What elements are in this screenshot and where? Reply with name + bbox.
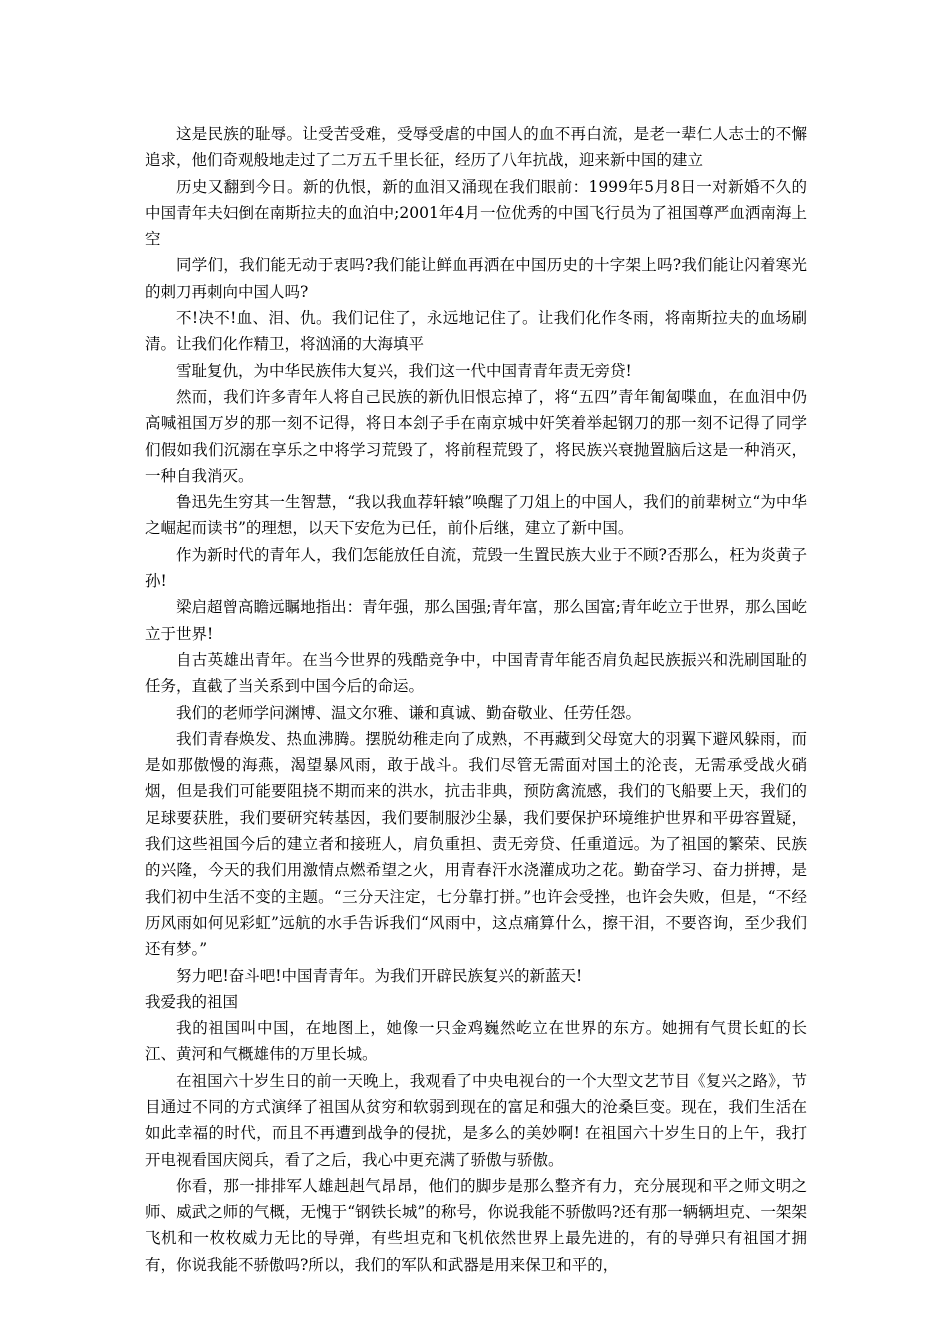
section-heading: 我爱我的祖国 <box>145 992 239 1011</box>
paragraph: 历史又翻到今日。新的仇恨，新的血泪又涌现在我们眼前：1999年5月8日一对新婚不久的中国青年夫妇倒在南斯拉夫的血泊中;2001年4月一位优秀的中国飞行员为了祖国尊严血洒南海上空 <box>145 177 807 249</box>
paragraph: 雪耻复仇，为中华民族伟大复兴，我们这一代中国青青年责无旁贷! <box>176 361 632 380</box>
paragraph: 自古英雄出青年。在当今世界的残酷竞争中，中国青青年能否肩负起民族振兴和洗刷国耻的任务，直截了当关系到中国今后的命运。 <box>145 650 807 696</box>
paragraph: 梁启超曾高瞻远瞩地指出：青年强，那么国强;青年富，那么国富;青年屹立于世界，那么国屹立于世界! <box>145 598 807 643</box>
paragraph: 努力吧!奋斗吧!中国青青年。为我们开辟民族复兴的新蓝天! <box>176 966 583 985</box>
paragraph: 同学们，我们能无动于衷吗?我们能让鲜血再洒在中国历史的十字架上吗?我们能让闪着寒光的刺刀再刺向中国人吗? <box>145 256 807 301</box>
paragraph: 然而，我们许多青年人将自己民族的新仇旧恨忘掉了，将“五四”青年匍匐喋血，在血泪中仍高喊祖国万岁的那一刻不记得，将日本刽子手在南京城中奸笑着举起钢刀的那一刻不记得了同学们假如我们沉溺在享乐之中将学习荒毁了，将前程荒毁了，将民族兴衰抛置脑后这是一种消灭，一种自我消灭。 <box>145 387 807 485</box>
paragraph: 这是民族的耻辱。让受苦受难，受辱受虐的中国人的血不再白流，是老一辈仁人志士的不懈追求，他们奇观般地走过了二万五千里长征，经历了八年抗战，迎来新中国的建立 <box>145 125 807 170</box>
paragraph: 我们的老师学问渊博、温文尔雅、谦和真诚、勤奋敬业、任劳任怨。 <box>176 703 642 722</box>
paragraph: 鲁迅先生穷其一生智慧，“我以我血荐轩辕”唤醒了刀俎上的中国人，我们的前辈树立“为中华之崛起而读书”的理想，以天下安危为已任，前仆后继，建立了新中国。 <box>145 493 807 538</box>
paragraph: 你看，那一排排军人雄赳赳气昂昂，他们的脚步是那么整齐有力，充分展现和平之师文明之师、威武之师的气概，无愧于“钢铁长城”的称号，你说我能不骄傲吗?还有那一辆辆坦克、一架架飞机和一枚枚威力无比的导弹，有些坦克和飞机依然世界上最先进的，有的导弹只有祖国才拥有，你说我能不骄傲吗?所以，我们的军队和武器是用来保卫和平的， <box>145 1176 807 1274</box>
paragraph: 作为新时代的青年人，我们怎能放任自流，荒毁一生置民族大业于不顾?否那么，枉为炎黄子孙! <box>145 545 807 591</box>
document-page <box>145 121 807 1278</box>
paragraph: 我们青春焕发、热血沸腾。摆脱幼稚走向了成熟，不再藏到父母宽大的羽翼下避风躲雨，而是如那傲慢的海燕，渴望暴风雨，敢于战斗。我们尽管无需面对国土的沦丧，无需承受战火硝烟，但是我们可能要阻挠不期而来的洪水，抗击非典，预防禽流感，我们的飞船要上天，我们的足球要获胜，我们要研究转基因，我们要制服沙尘暴，我们要保护环境维护世界和平毋容置疑，我们这些祖国今后的建立者和接班人，肩负重担、责无旁贷、任重道远。为了祖国的繁荣、民族的兴隆，今天的我们用激情点燃希望之火，用青春汗水浇灌成功之花。勤奋学习、奋力拼搏，是我们初中生活不变的主题。“三分天注定，七分靠打拼。”也许会受挫，也许会失败，但是，“不经历风雨如何见彩虹”远航的水手告诉我们“风雨中，这点痛算什么，擦干泪，不要咨询，至少我们还有梦。” <box>145 729 807 959</box>
paragraph: 在祖国六十岁生日的前一天晚上，我观看了中央电视台的一个大型文艺节目《复兴之路》，节目通过不同的方式演绎了祖国从贫穷和软弱到现在的富足和强大的沧桑巨变。现在，我们生活在如此幸福的时代，而且不再遭到战争的侵扰，是多么的美妙啊! 在祖国六十岁生日的上午，我打开电视看国庆阅兵，看了之后，我心中更充满了骄傲与骄傲。 <box>145 1071 807 1169</box>
paragraph: 不!决不!血、泪、仇。我们记住了，永远地记住了。让我们化作冬雨，将南斯拉夫的血场刷清。让我们化作精卫，将汹涌的大海填平 <box>145 309 807 354</box>
paragraph: 我的祖国叫中国，在地图上，她像一只金鸡巍然屹立在世界的东方。她拥有气贯长虹的长江、黄河和气概雄伟的万里长城。 <box>145 1019 807 1064</box>
